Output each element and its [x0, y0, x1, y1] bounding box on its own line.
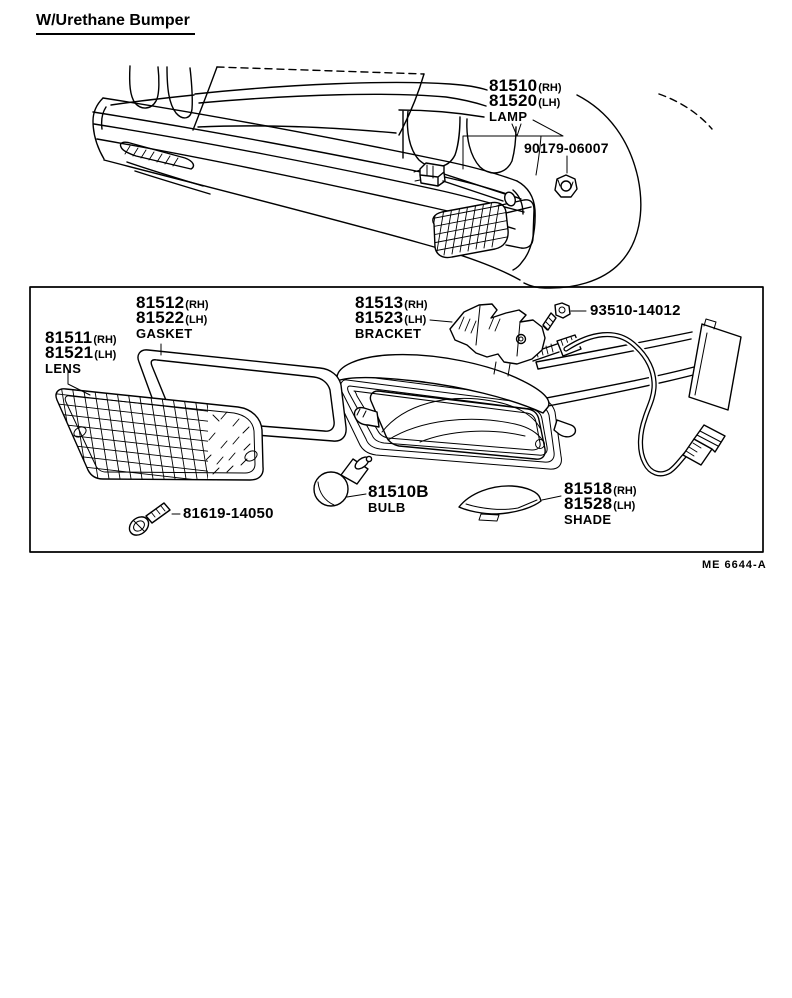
shade-part-lh: 81528 — [564, 494, 613, 513]
bracket-screw — [543, 303, 570, 330]
bulb-part — [314, 455, 372, 506]
lens-name: LENS — [45, 361, 82, 376]
gasket-part-rh: 81512 — [136, 293, 185, 312]
hood-dashed-edge — [217, 67, 424, 74]
bulb-part-number: 81510B — [368, 482, 429, 501]
label-lens-screw — [183, 506, 274, 521]
label-bulb — [368, 484, 429, 515]
bracket-name: BRACKET — [355, 326, 422, 341]
gasket-part-lh: 81522 — [136, 308, 185, 327]
fender-dashed-arc — [659, 94, 712, 129]
gasket-suffix-lh: (LH) — [185, 314, 208, 326]
shade-suffix-lh: (LH) — [613, 500, 636, 512]
panel-edge-left — [111, 95, 194, 105]
shade-name: SHADE — [564, 512, 612, 527]
bracket-screw-part-number: 93510-14012 — [590, 302, 681, 319]
label-lens — [45, 330, 117, 376]
lens-suffix-rh: (RH) — [93, 334, 117, 346]
hood-line-1 — [195, 82, 487, 94]
bracket-suffix-lh: (LH) — [404, 314, 427, 326]
lamp-suffix-rh: (RH) — [538, 82, 562, 94]
shade-part — [459, 486, 541, 521]
gasket-name: GASKET — [136, 326, 193, 341]
shade-suffix-rh: (RH) — [613, 485, 637, 497]
bracket-part-rh: 81513 — [355, 293, 404, 312]
bracket-part-lh: 81523 — [355, 308, 404, 327]
nut-hex — [555, 175, 577, 197]
lens-screw-part-number: 81619-14050 — [183, 505, 274, 522]
bulb-name: BULB — [368, 500, 406, 515]
hood-cut-left — [193, 67, 217, 130]
lamp-suffix-lh: (LH) — [538, 97, 561, 109]
connector — [683, 425, 725, 465]
lamp-name: LAMP — [489, 109, 528, 124]
shade-part-rh: 81518 — [564, 479, 613, 498]
lens-part-lh: 81521 — [45, 343, 94, 362]
label-lamp — [489, 78, 562, 124]
label-bracket-screw — [590, 303, 681, 318]
lamp-part-rh: 81510 — [489, 76, 538, 95]
label-nut — [524, 141, 609, 156]
bumper-right-cap — [513, 181, 535, 270]
figure-code: ME 6644-A — [702, 559, 767, 571]
pigtail-wire — [443, 174, 505, 201]
bumper-left-cap — [93, 98, 106, 159]
nut-part — [555, 175, 577, 197]
hood-line-2 — [199, 94, 486, 106]
gasket-suffix-rh: (RH) — [185, 299, 209, 311]
label-bracket — [355, 295, 428, 341]
wire-harness — [566, 335, 687, 474]
bumper-overview-drawing — [93, 66, 712, 288]
lens-screw — [126, 503, 170, 539]
lens-suffix-lh: (LH) — [94, 349, 117, 361]
lamp-part-lh: 81520 — [489, 91, 538, 110]
bumper-connector — [414, 163, 517, 207]
label-gasket — [136, 295, 209, 341]
page-title: W/Urethane Bumper — [36, 12, 195, 35]
nut-part-number: 90179-06007 — [524, 140, 609, 156]
cover-plate — [689, 319, 741, 410]
lens-part-rh: 81511 — [45, 328, 93, 347]
lens-part — [40, 382, 263, 492]
lamp-in-bumper — [428, 199, 534, 258]
bracket-suffix-rh: (RH) — [404, 299, 428, 311]
headlight-slots — [130, 66, 193, 118]
label-shade — [564, 481, 637, 527]
